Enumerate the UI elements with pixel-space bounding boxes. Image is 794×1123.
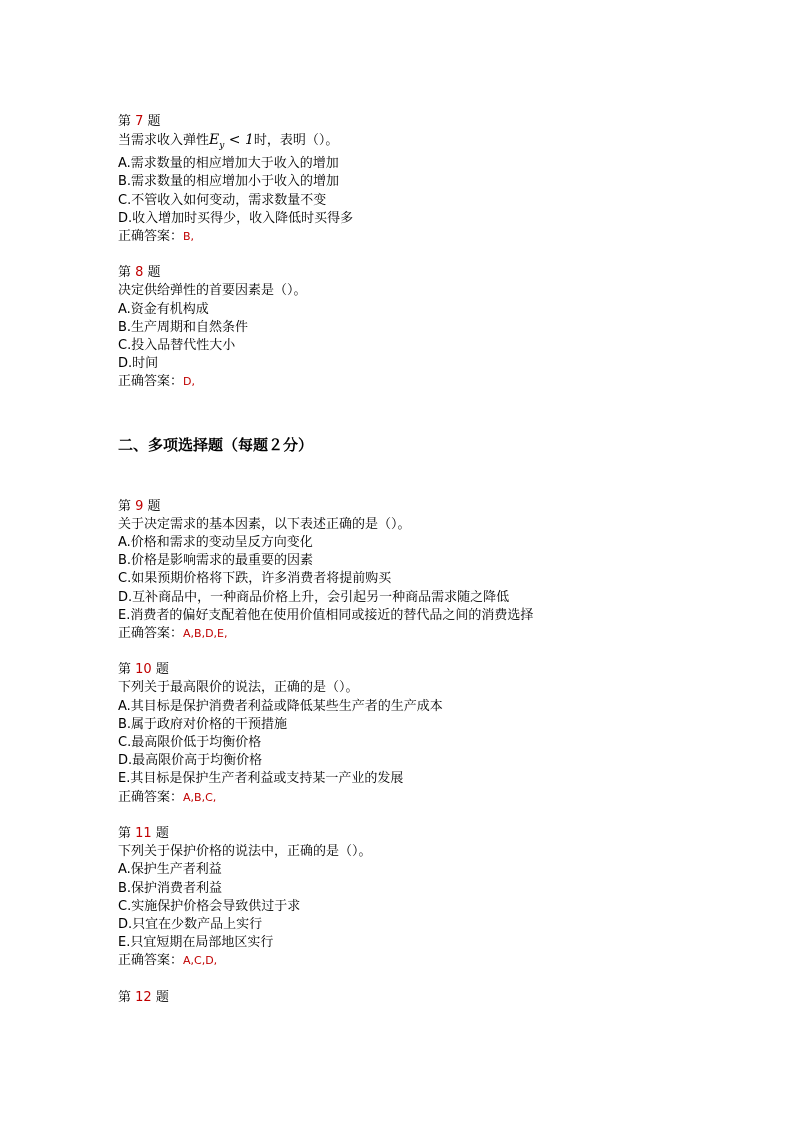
question-number: 第 8 题: [118, 265, 161, 281]
answer-line: 正确答案：A,B,C,: [118, 789, 217, 805]
question-stem: 关于决定需求的基本因素，以下表述正确的是（）。: [118, 516, 411, 532]
answer-line: 正确答案：A,B,D,E,: [118, 626, 228, 642]
question-number: 第 10 题: [118, 662, 169, 678]
question-number: 第 9 题: [118, 498, 161, 514]
correct-answer: A,B,C,: [183, 790, 217, 804]
question-10: [118, 661, 758, 807]
option: D.时间: [118, 356, 159, 372]
question-11: [118, 825, 758, 971]
question-stem: 下列关于最高限价的说法，正确的是（）。: [118, 680, 359, 696]
correct-answer: A,B,D,E,: [183, 627, 228, 641]
option: B.价格是影响需求的最重要的因素: [118, 553, 314, 569]
correct-answer: B,: [183, 230, 195, 244]
question-8: [118, 264, 758, 391]
question-12-number: 第 12 题: [118, 989, 169, 1005]
question-stem: 当需求收入弹性$E_y < 1$时，表明（）。: [118, 132, 339, 151]
option: D.互补商品中，一种商品价格上升，会引起另一种商品需求随之降低: [118, 589, 510, 605]
option: B.需求数量的相应增加小于收入的增加: [118, 174, 340, 190]
answer-line: 正确答案：A,C,D,: [118, 953, 218, 969]
option: A.价格和需求的变动呈反方向变化: [118, 535, 313, 551]
question-stem: 决定供给弹性的首要因素是（）。: [118, 283, 307, 299]
elasticity-formula: $E_y < 1$: [209, 132, 254, 151]
option: D.收入增加时买得少，收入降低时买得多: [118, 210, 354, 226]
correct-answer: A,C,D,: [183, 954, 218, 968]
document-body: [118, 113, 758, 1007]
option: E.其目标是保护生产者利益或支持某一产业的发展: [118, 771, 404, 787]
option: B.保护消费者利益: [118, 880, 223, 896]
option: A.资金有机构成: [118, 301, 209, 317]
question-7: [118, 113, 758, 246]
question-9: [118, 498, 758, 644]
option: C.最高限价低于均衡价格: [118, 735, 262, 751]
option: C.不管收入如何变动，需求数量不变: [118, 192, 327, 208]
question-number: 第 11 题: [118, 825, 169, 841]
answer-line: 正确答案：D,: [118, 374, 195, 390]
option: E.消费者的偏好支配着他在使用价值相同或接近的替代品之间的消费选择: [118, 607, 534, 623]
option: D.最高限价高于均衡价格: [118, 753, 263, 769]
option: E.只宜短期在局部地区实行: [118, 935, 274, 951]
answer-line: 正确答案：B,: [118, 229, 195, 245]
option: D.只宜在少数产品上实行: [118, 916, 263, 932]
option: A.保护生产者利益: [118, 862, 222, 878]
option: C.实施保护价格会导致供过于求: [118, 898, 301, 914]
option: C.如果预期价格将下跌，许多消费者将提前购买: [118, 571, 392, 587]
section-heading: 二、多项选择题（每题２分）: [118, 435, 314, 454]
question-number: 第 7 题: [118, 114, 161, 129]
question-stem: 下列关于保护价格的说法中，正确的是（）。: [118, 844, 372, 860]
option: C.投入品替代性大小: [118, 338, 236, 354]
option: B.生产周期和自然条件: [118, 319, 249, 335]
option: A.其目标是保护消费者利益或降低某些生产者的生产成本: [118, 698, 443, 714]
option: A.需求数量的相应增加大于收入的增加: [118, 156, 339, 172]
correct-answer: D,: [183, 375, 195, 389]
option: B.属于政府对价格的干预措施: [118, 716, 288, 732]
